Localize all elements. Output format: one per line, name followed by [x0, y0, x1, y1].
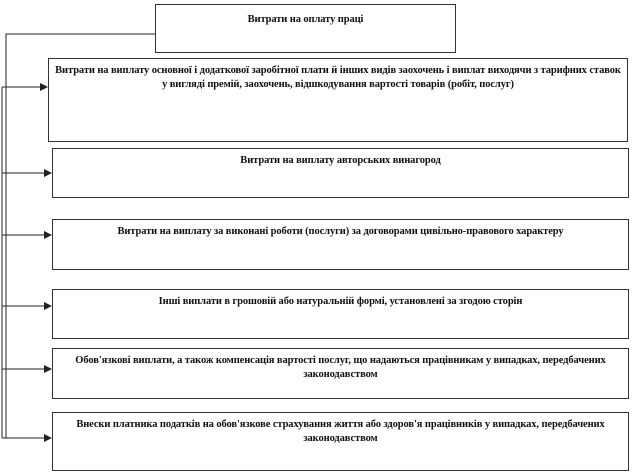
child-box-salary: [48, 58, 628, 142]
child-box-other-payments: [52, 289, 629, 339]
root-box: [155, 4, 456, 53]
child-box-author-fees: [52, 148, 629, 198]
child-box-insurance-contributions: [52, 412, 629, 471]
child-box-label: Обов'язкові виплати, а також компенсація вартості послуг, що надаються працівникам у випадках, передбачених законодавством: [75, 355, 606, 380]
child-box-label: Інші виплати в грошовій або натуральній формі, установлені за згодою сторін: [158, 296, 523, 307]
child-box-label: Витрати на виплату за виконані роботи (послуги) за договорами цивільно-правового характеру: [117, 226, 564, 237]
child-box-label: Витрати на виплату авторських винагород: [240, 155, 441, 166]
child-box-label: Внески платника податків на обов'язкове страхування життя або здоров'я працівників у випадках, передбачених законодавством: [76, 419, 605, 444]
root-box-label: Витрати на оплату праці: [247, 14, 364, 25]
child-box-mandatory-payments: [52, 348, 629, 399]
child-box-label: Витрати на виплату основної і додаткової заробітної плати й інших видів заохочень і виплат виходячи з тарифних ставок у вигляді премій, заохочень, відшкодування вартості товарів (робіт, послуг): [55, 65, 621, 90]
child-box-civil-contracts: [52, 219, 629, 270]
